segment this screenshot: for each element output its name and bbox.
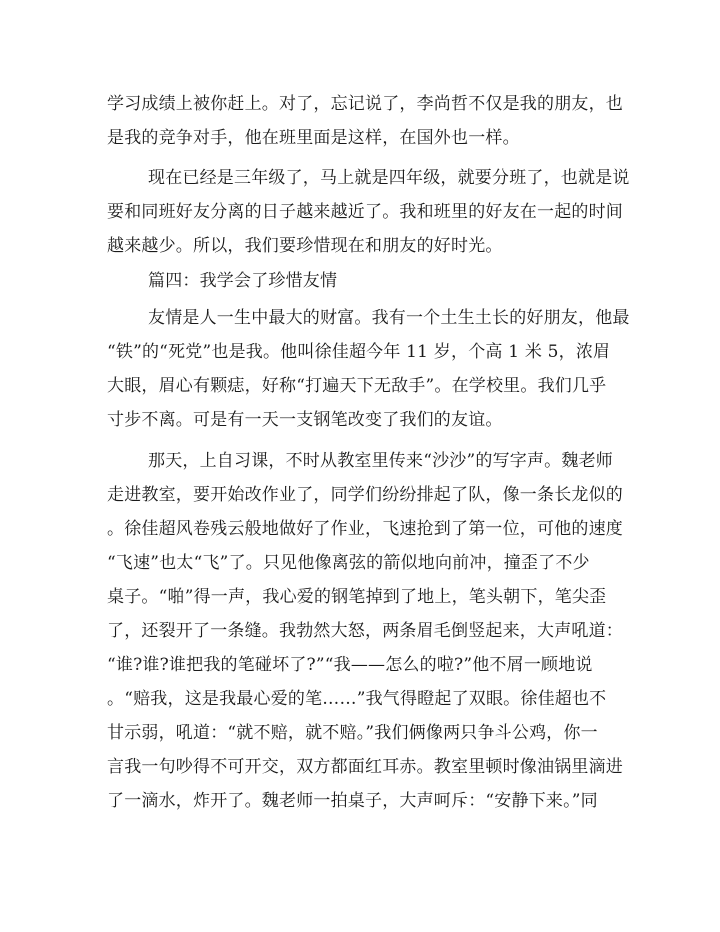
- text-line: 学习成绩上被你赶上。对了，忘记说了，李尚哲不仅是我的朋友，也: [107, 94, 623, 114]
- text-line: 走进教室，要开始改作业了，同学们纷纷排起了队，像一条长龙似的: [107, 485, 623, 505]
- text-line: “谁?谁?谁把我的笔碰坏了?”“我——怎么的啦?”他不屑一顾地说: [107, 655, 593, 675]
- text-line: 要和同班好友分离的日子越来越近了。我和班里的好友在一起的时间: [107, 202, 623, 222]
- text-line: “铁”的“死党”也是我。他叫徐佳超今年 11 岁，个高 1 米 5，浓眉: [107, 342, 611, 362]
- text-line: 是我的竞争对手，他在班里面是这样，在国外也一样。: [107, 128, 520, 148]
- text-line: 那天，上自习课，不时从教室里传来“沙沙”的写字声。魏老师: [148, 451, 613, 471]
- text-line: 了，还裂开了一条缝。我勃然大怒，两条眉毛倒竖起来，大声吼道：: [107, 621, 623, 641]
- text-line: 。“赔我，这是我最心爱的笔……”我气得瞪起了双眼。徐佳超也不: [107, 689, 607, 709]
- text-line: 甘示弱，吼道：“就不赔，就不赔。”我们俩像两只争斗公鸡，你一: [107, 723, 598, 743]
- text-line: 寸步不离。可是有一天一支钢笔改变了我们的友谊。: [107, 410, 503, 430]
- text-line: 桌子。“啪”得一声，我心爱的钢笔掉到了地上，笔头朝下，笔尖歪: [107, 587, 607, 607]
- text-line: 大眼，眉心有颗痣，好称“打遍天下无敌手”。在学校里。我们几乎: [107, 376, 607, 396]
- text-line: 言我一句吵得不可开交，双方都面红耳赤。教室里顿时像油锅里滴进: [107, 757, 623, 777]
- text-line: 友情是人一生中最大的财富。我有一个土生土长的好朋友，他最: [148, 308, 630, 328]
- text-line: 越来越少。所以，我们要珍惜现在和朋友的好时光。: [107, 236, 503, 256]
- text-line: 。徐佳超风卷残云般地做好了作业，飞速抢到了第一位，可他的速度: [107, 519, 623, 539]
- text-line: “飞速”也太“飞”了。只见他像离弦的箭似地向前冲，撞歪了不少: [107, 553, 590, 573]
- text-line: 现在已经是三年级了，马上就是四年级，就要分班了，也就是说: [148, 168, 630, 188]
- text-line: 了一滴水，炸开了。魏老师一拍桌子，大声呵斥：“安静下来。”同: [107, 791, 598, 811]
- section-heading: 篇四：我学会了珍惜友情: [148, 271, 338, 291]
